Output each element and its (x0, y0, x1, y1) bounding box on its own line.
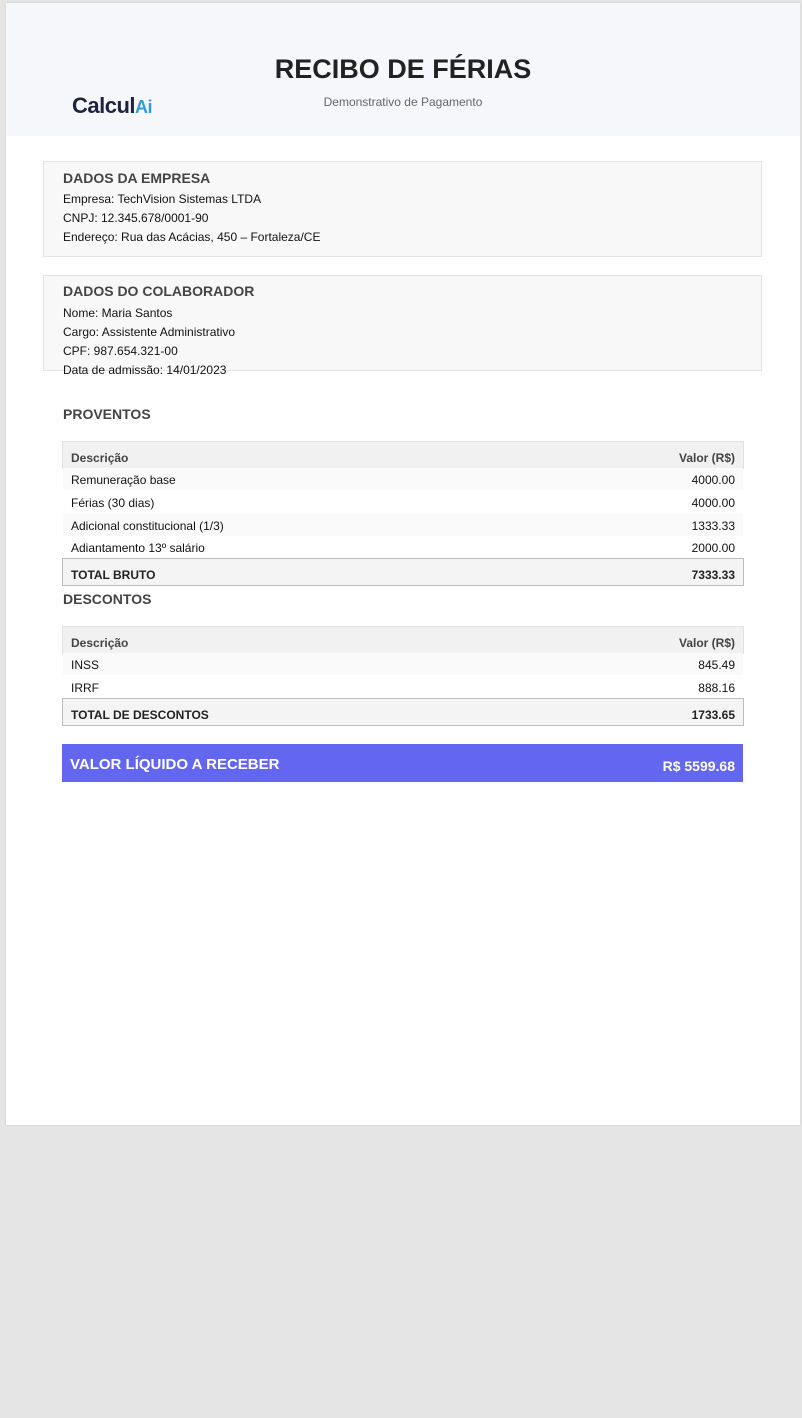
company-info-box (43, 161, 762, 257)
earnings-total-row (62, 558, 744, 586)
employee-admission-date: Data de admissão: 14/01/2023 (63, 363, 227, 377)
column-header-value: Valor (R$) (678, 636, 735, 650)
company-address: Endereço: Rua das Acácias, 450 – Fortaleza/CE (63, 230, 321, 244)
receipt-header (6, 3, 800, 136)
table-row (63, 653, 743, 675)
column-header-value: Valor (R$) (678, 451, 735, 465)
deductions-title: DESCONTOS (63, 591, 152, 607)
earnings-title: PROVENTOS (63, 406, 151, 422)
row-value: 4000.00 (691, 496, 735, 510)
row-description: Adicional constitucional (1/3) (71, 519, 224, 533)
table-row (63, 514, 743, 536)
deductions-table (62, 626, 744, 726)
row-description: INSS (71, 658, 100, 672)
net-amount-label: VALOR LÍQUIDO A RECEBER (70, 756, 280, 773)
row-description: Adiantamento 13º salário (71, 541, 205, 555)
company-cnpj: CNPJ: 12.345.678/0001-90 (63, 211, 209, 225)
logo-text-main: Calcul (72, 93, 136, 118)
table-header (62, 626, 744, 654)
page-subtitle: Demonstrativo de Pagamento (323, 95, 483, 109)
employee-cpf: CPF: 987.654.321-00 (63, 344, 178, 358)
total-label: TOTAL BRUTO (71, 568, 156, 582)
total-value: 1733.65 (691, 708, 735, 722)
table-row (63, 536, 743, 558)
net-amount-value: R$ 5599.68 (662, 758, 735, 774)
table-header (62, 441, 744, 469)
deductions-total-row (62, 698, 744, 726)
row-description: Remuneração base (71, 473, 176, 487)
table-row (63, 491, 743, 513)
net-amount-banner (62, 744, 743, 782)
page-title: RECIBO DE FÉRIAS (274, 54, 532, 84)
company-info-heading: DADOS DA EMPRESA (63, 170, 211, 186)
row-value: 845.49 (698, 658, 735, 672)
logo-text-ai: Ai (135, 97, 153, 117)
table-row (63, 468, 743, 490)
table-row (63, 676, 743, 698)
row-description: Férias (30 dias) (71, 496, 155, 510)
employee-role: Cargo: Assistente Administrativo (63, 325, 236, 339)
employee-info-heading: DADOS DO COLABORADOR (63, 283, 255, 299)
row-value: 4000.00 (691, 473, 735, 487)
receipt-page (6, 3, 800, 1125)
row-description: IRRF (71, 681, 99, 695)
earnings-table (62, 441, 744, 587)
employee-name: Nome: Maria Santos (63, 306, 173, 320)
employee-info-box (43, 275, 762, 377)
row-value: 888.16 (698, 681, 735, 695)
company-name: Empresa: TechVision Sistemas LTDA (63, 192, 262, 206)
row-value: 1333.33 (691, 519, 735, 533)
total-value: 7333.33 (691, 568, 735, 582)
column-header-description: Descrição (71, 451, 129, 465)
row-value: 2000.00 (691, 541, 735, 555)
total-label: TOTAL DE DESCONTOS (71, 708, 209, 722)
column-header-description: Descrição (71, 636, 129, 650)
